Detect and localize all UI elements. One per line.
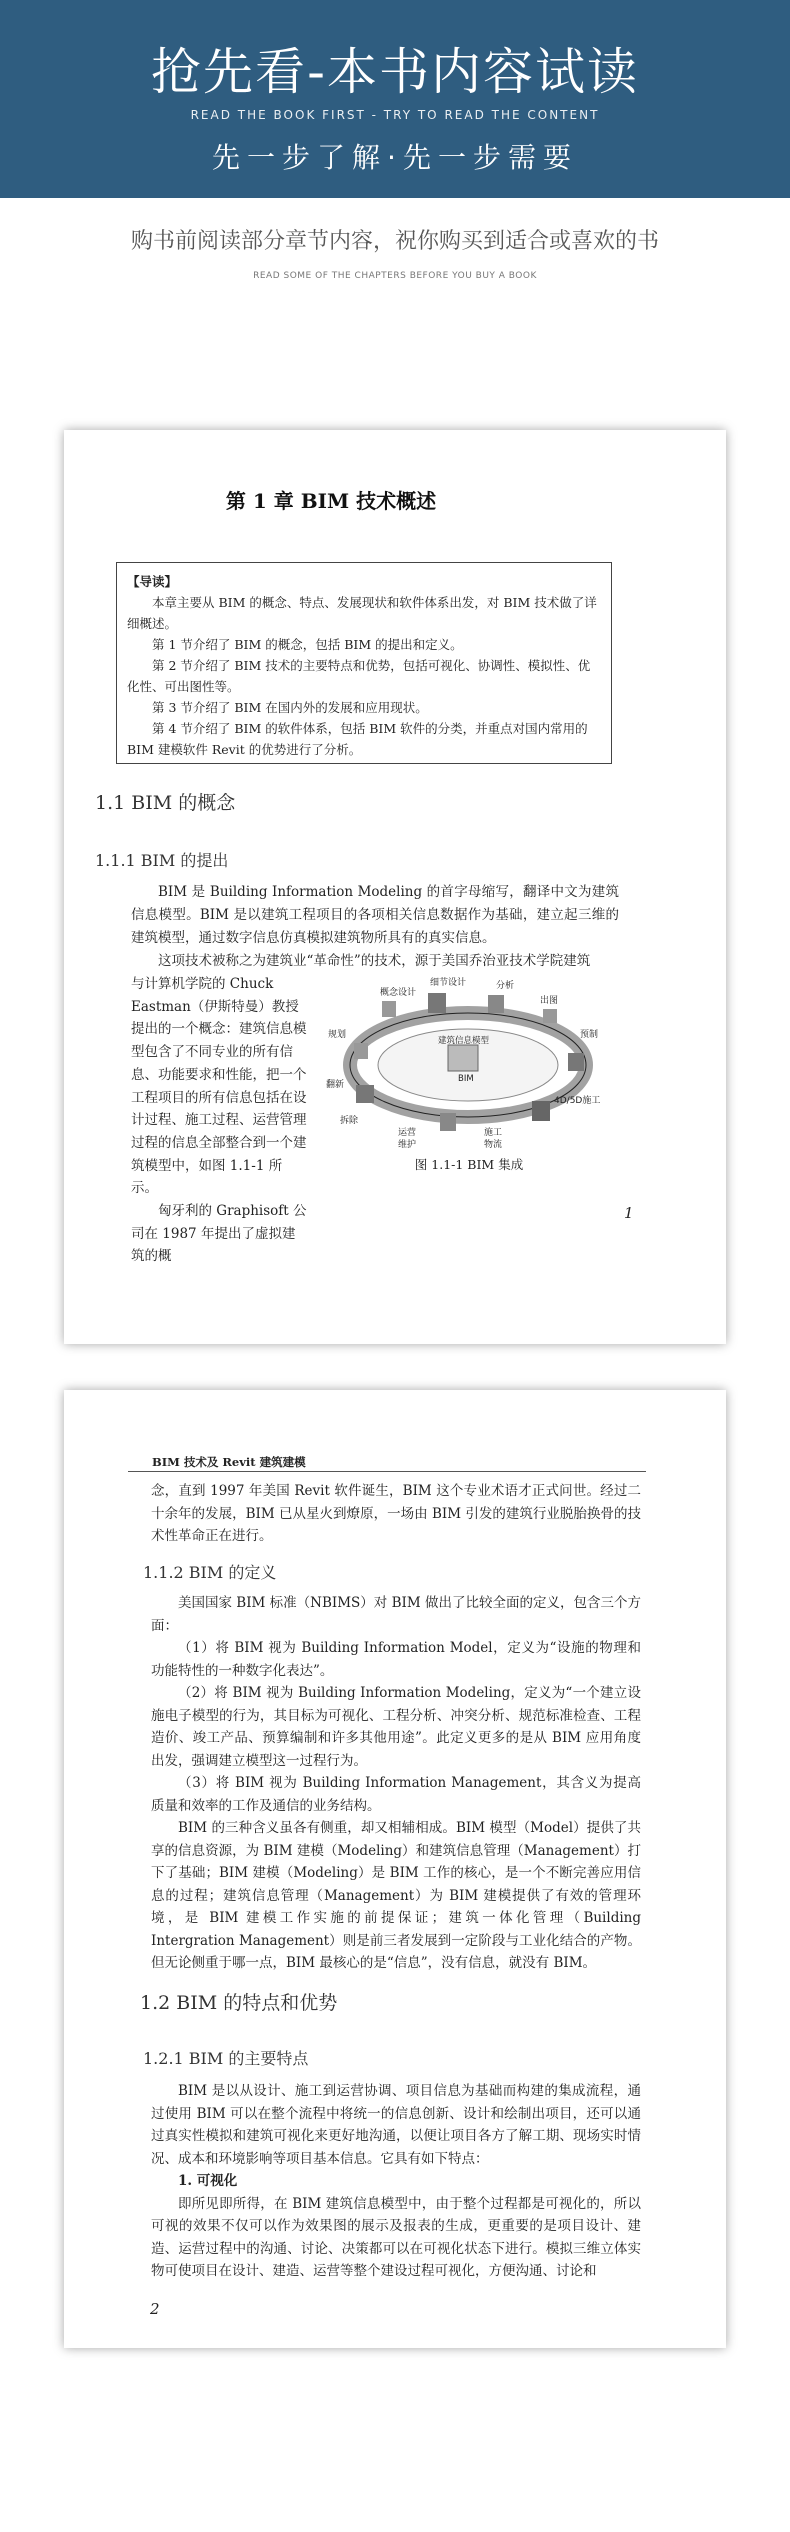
guide-line: 第 1 节介绍了 BIM 的概念，包括 BIM 的提出和定义。 xyxy=(152,637,463,652)
intro-line: 购书前阅读部分章节内容，祝你购买到适合或喜欢的书 xyxy=(130,229,659,254)
banner-title: 抢先看-本书内容试读 xyxy=(150,43,640,101)
paragraph xyxy=(151,1480,641,1548)
subsection-heading: 1.1.2 BIM 的定义 xyxy=(143,1563,277,1582)
section-heading: 1.2 BIM 的特点和优势 xyxy=(140,1992,338,2014)
figure-label: 运营 xyxy=(398,1128,417,1138)
paragraph-text: （1）将 BIM 视为 Building Information Model，定义为“设施的物理和功能特性的一种数字化表达”。 xyxy=(151,1640,641,1679)
guide-line: 第 2 节介绍了 BIM 技术的主要特点和优势，包括可视化、协调性、模拟性、优化性、可出图性等。 xyxy=(127,658,591,694)
guide-line: 本章主要从 BIM 的概念、特点、发展现状和软件体系出发，对 BIM 技术做了详细概述。 xyxy=(127,595,597,631)
definition-block xyxy=(151,1592,641,1975)
features-block xyxy=(151,2080,641,2283)
figure-label: 规划 xyxy=(328,1030,347,1040)
subsection-heading: 1.1.1 BIM 的提出 xyxy=(95,851,229,870)
figure-label: 物流 xyxy=(484,1140,503,1150)
paragraph-text: 即所见即所得，在 BIM 建筑信息模型中，由于整个过程都是可视化的，所以可视的效果不仅可以作为效果图的展示及报表的生成，更重要的是项目设计、建造、运营过程中的沟通、讨论、决策都可以在可视化状态下进行。模拟三维立体实物可使项目在设计、建造、运营等整个建设过程可视化，方便沟通、讨论和 xyxy=(151,2195,641,2279)
bim-ring-diagram xyxy=(318,973,620,1151)
paragraph xyxy=(131,881,619,973)
figure-caption: 图 1.1-1 BIM 集成 xyxy=(414,1157,524,1172)
guide-line: 第 3 节介绍了 BIM 在国内外的发展和应用现状。 xyxy=(152,700,428,715)
paragraph-text: 这项技术被称之为建筑业“革命性”的技术，源于美国乔治亚技术学院建筑 xyxy=(158,953,591,969)
figure-label: 4D/5D施工 xyxy=(554,1096,601,1106)
figure-label: 翻新 xyxy=(326,1080,345,1090)
paragraph-text: 美国国家 BIM 标准（NBIMS）对 BIM 做出了比较全面的定义，包含三个方面： xyxy=(151,1595,641,1634)
paragraph-text: （2）将 BIM 视为 Building Information Modeling，定义为“一个建立设施电子模型的行为，其目标为可视化、工程分析、冲突分析、规范标准检查、工程造价、竣工产品、预算编制和许多其他用途”。此定义更多的是从 BIM 应用角度出发，强调建立模型这一过程行为。 xyxy=(151,1685,641,1769)
intro-line-en: READ SOME OF THE CHAPTERS BEFORE YOU BUY A BOOK xyxy=(253,271,537,281)
paragraph-text: BIM 是以从设计、施工到运营协调、项目信息为基础而构建的集成流程，通过使用 BIM 可以在整个流程中将统一的信息创新、设计和绘制出项目，还可以通过真实性模拟和建筑可视化来更好地沟通，以便让项目各方了解工期、现场实时情况、成本和环境影响等项目基本信息。它具有如下特点： xyxy=(151,2083,641,2167)
figure-label: 概念设计 xyxy=(380,988,417,998)
figure-label: 预制 xyxy=(580,1030,599,1040)
header-rule xyxy=(128,1471,646,1472)
header-banner xyxy=(0,0,790,198)
figure-label: BIM xyxy=(458,1074,474,1084)
feature-title: 1. 可视化 xyxy=(178,2173,238,2189)
paragraph-text: 匈牙利的 Graphisoft 公司在 1987 年提出了虚拟建筑的概 xyxy=(131,1203,307,1265)
wrapped-paragraph xyxy=(131,973,307,1268)
banner-subtitle-en: READ THE BOOK FIRST - TRY TO READ THE CONTENT xyxy=(190,108,600,122)
chapter-title: 第 1 章 BIM 技术概述 xyxy=(225,489,437,513)
paragraph-text: （3）将 BIM 视为 Building Information Management，其含义为提高质量和效率的工作及通信的业务结构。 xyxy=(151,1775,641,1814)
figure-label: 维护 xyxy=(398,1140,417,1150)
figure-label: 细节设计 xyxy=(430,978,467,988)
running-head: BIM 技术及 Revit 建筑建模 xyxy=(152,1455,306,1469)
subsection-heading: 1.2.1 BIM 的主要特点 xyxy=(143,2049,309,2068)
figure-label: 出图 xyxy=(540,996,559,1006)
figure-label: 施工 xyxy=(484,1128,503,1138)
banner-slogan: 先一步了解·先一步需要 xyxy=(212,141,578,174)
paragraph-text: BIM 是 Building Information Modeling 的首字母缩写，翻译中文为建筑信息模型。BIM 是以建筑工程项目的各项相关信息数据作为基础，建立起三维的建筑模型，通过数字信息仿真模拟建筑物所具有的真实信息。 xyxy=(131,884,619,946)
paragraph-text: 念，直到 1997 年美国 Revit 软件诞生，BIM 这个专业术语才正式问世。经过二十余年的发展，BIM 已从星火到燎原，一场由 BIM 引发的建筑行业脱胎换骨的技术性革命正在进行。 xyxy=(151,1483,641,1544)
section-heading: 1.1 BIM 的概念 xyxy=(95,792,236,814)
page-number: 2 xyxy=(150,2300,160,2318)
paragraph-text: 与计算机学院的 Chuck Eastman（伊斯特曼）教授提出的一个概念：建筑信息模型包含了不同专业的所有信息、功能要求和性能，把一个工程项目的所有信息包括在设计过程、施工过程、运营管理过程的信息全部整合到一个建筑模型中，如图 1.1-1 所示。 xyxy=(131,976,307,1197)
figure-label: 建筑信息模型 xyxy=(438,1036,490,1046)
figure-label: 分析 xyxy=(496,981,515,991)
figure-label: 拆除 xyxy=(340,1116,359,1126)
guide-line: 第 4 节介绍了 BIM 的软件体系，包括 BIM 软件的分类，并重点对国内常用的 BIM 建模软件 Revit 的优势进行了分析。 xyxy=(127,721,588,757)
guide-label: 【导读】 xyxy=(127,574,178,589)
page-number: 1 xyxy=(624,1204,634,1222)
paragraph-text: BIM 的三种含义虽各有侧重，却又相辅相成。BIM 模型（Model）提供了共享的信息资源，为 BIM 建模（Modeling）和建筑信息管理（Management）打下了基础；BIM 建模（Modeling）是 BIM 工作的核心，是一个不断完善应用信息的过程；建筑信息管理（Management）为 BIM 建模提供了有效的管理环境，是 BIM 建模工作实施的前提保证；建筑一体化管理（Building Intergration Management）则是前三者发展到一定阶段与工业化结合的产物。但无论侧重于哪一点，BIM 最核心的是“信息”，没有信息，就没有 BIM。 xyxy=(151,1820,641,1971)
guide-box xyxy=(116,562,612,764)
bim-integration-figure xyxy=(318,973,620,1151)
